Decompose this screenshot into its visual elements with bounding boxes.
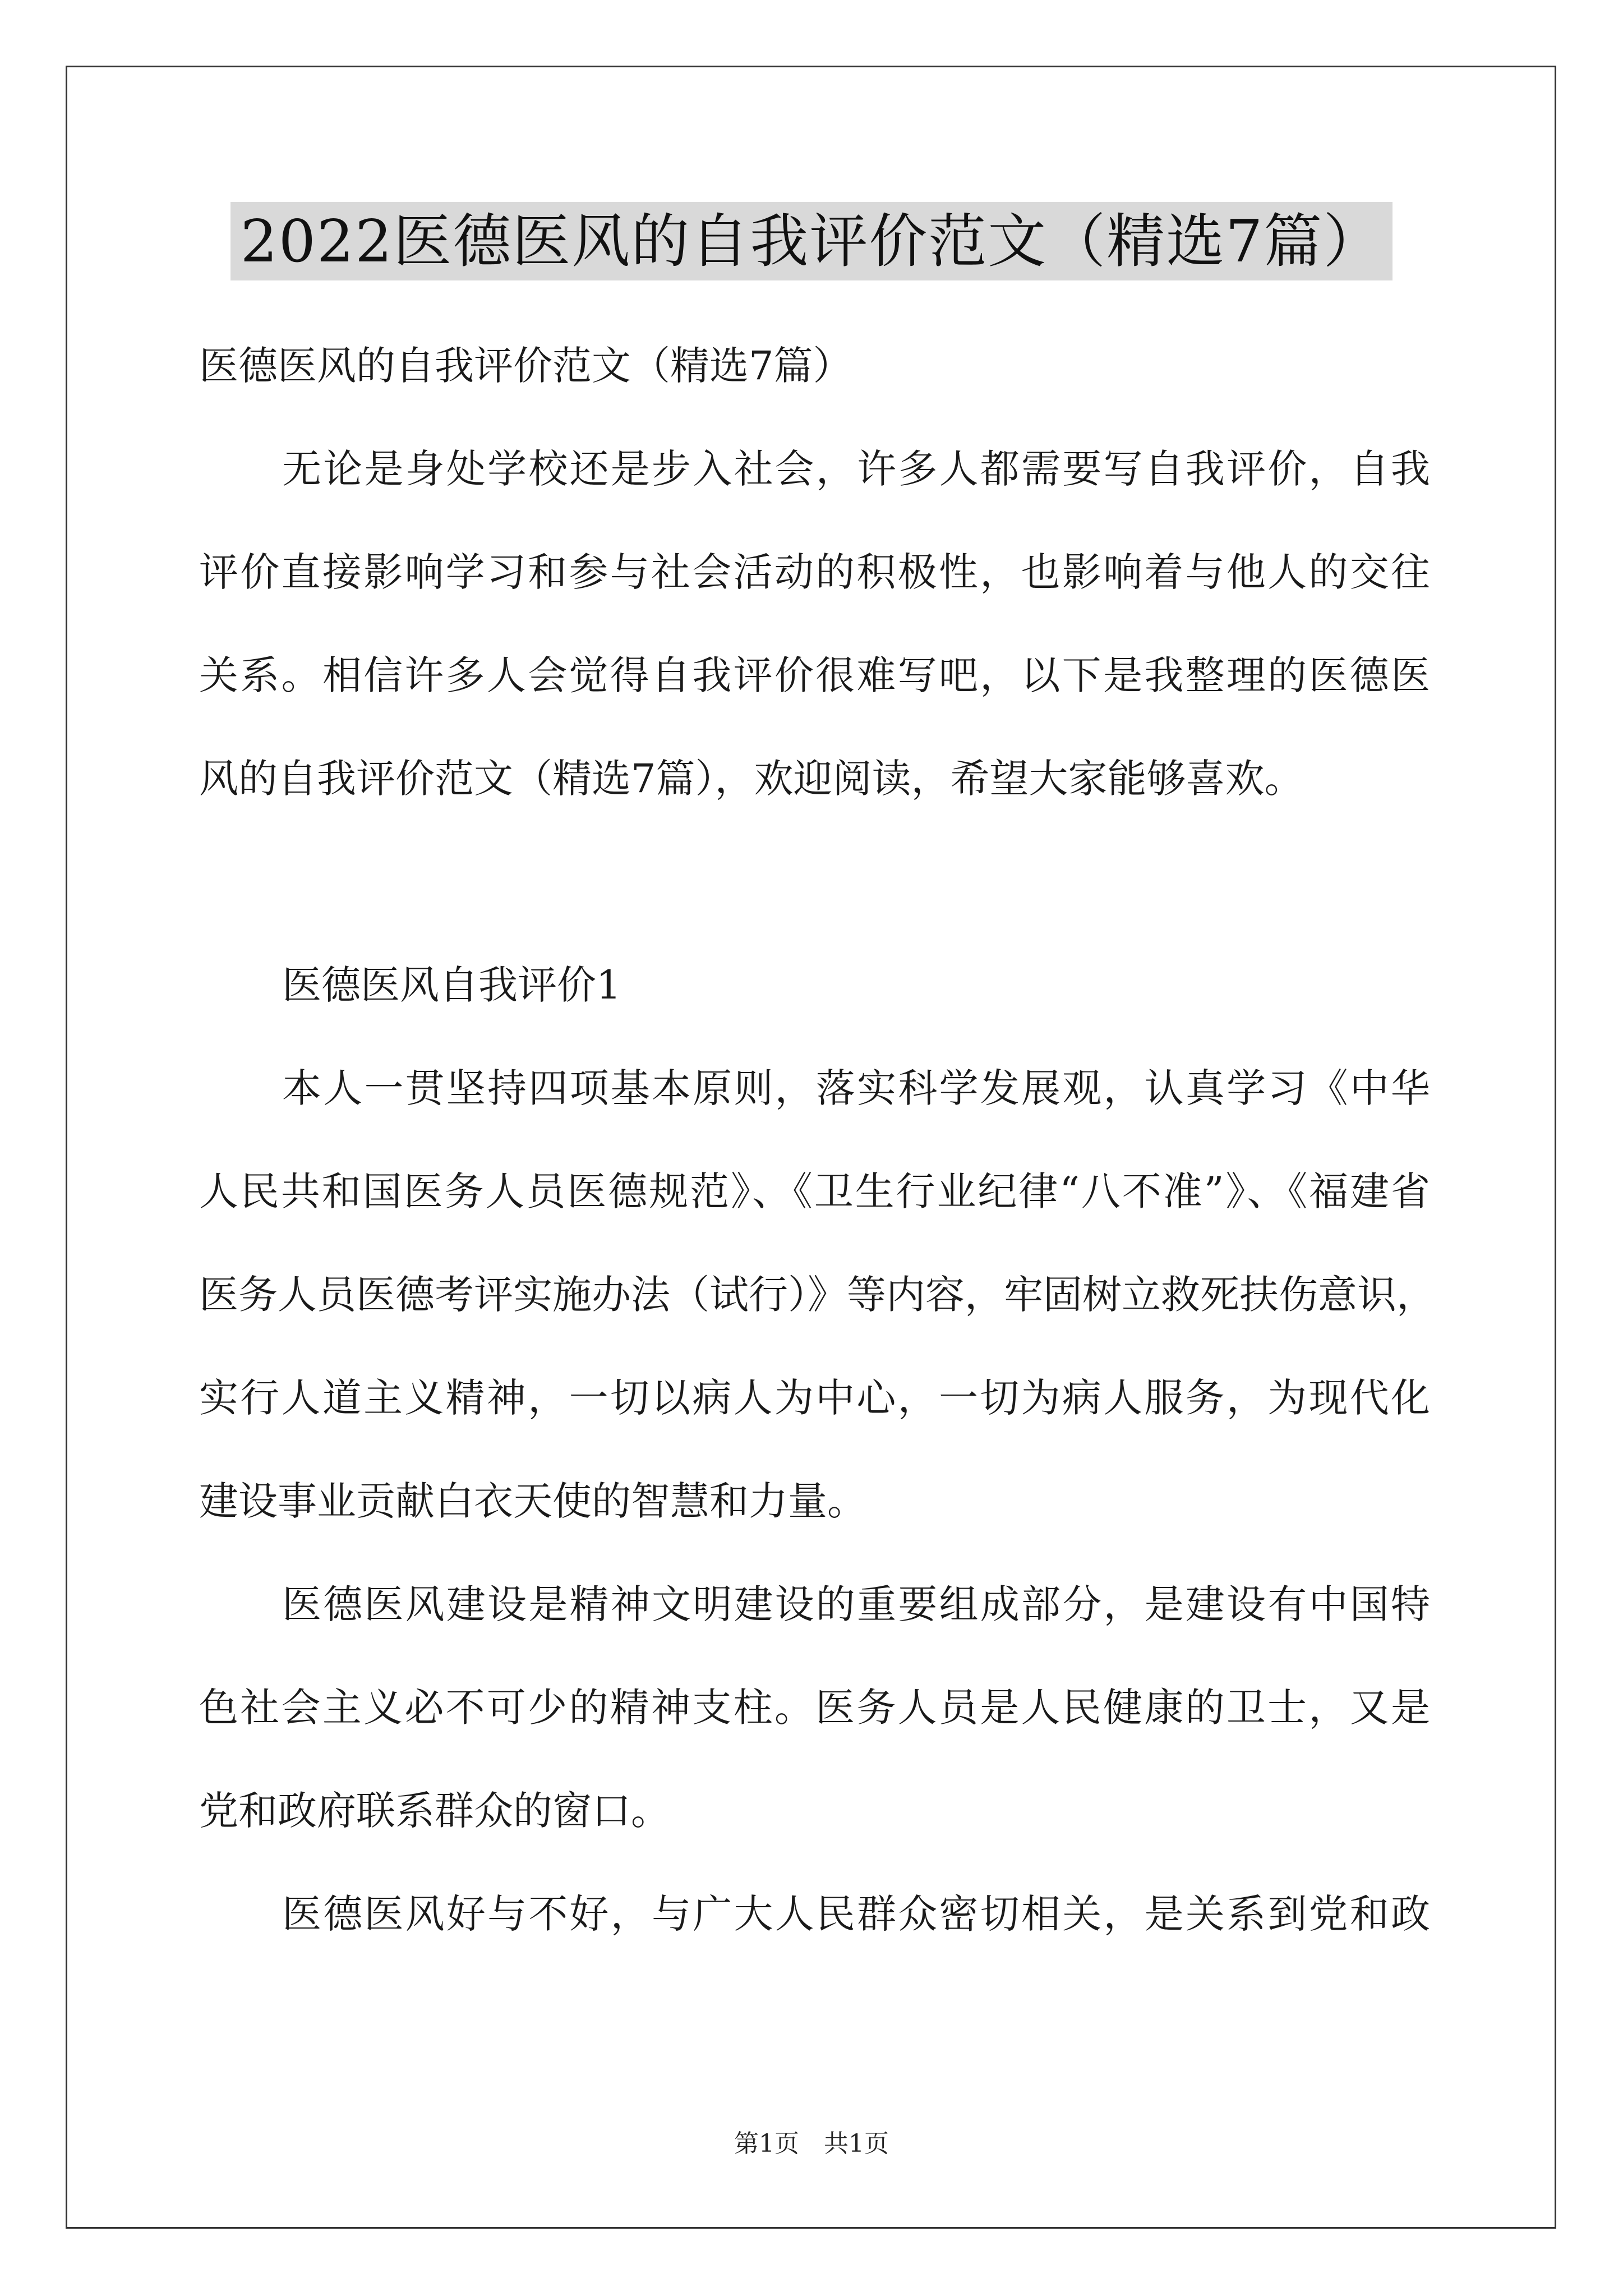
intro-line: 关系。相信许多人会觉得自我评价很难写吧，以下是我整理的医德医	[199, 652, 1430, 698]
intro-line: 风的自我评价范文（精选7篇），欢迎阅读，希望大家能够喜欢。	[199, 756, 1304, 802]
title-container	[0, 202, 1623, 280]
paragraph-line: 实行人道主义精神，一切以病人为中心，一切为病人服务，为现代化	[199, 1375, 1430, 1421]
paragraph-line: 党和政府联系群众的窗口。	[199, 1788, 670, 1834]
page-number: 第1页 共1页	[734, 2129, 889, 2158]
intro-line: 无论是身处学校还是步入社会，许多人都需要写自我评价，自我	[282, 446, 1430, 492]
subtitle: 医德医风的自我评价范文（精选7篇）	[199, 343, 852, 389]
document-body	[199, 314, 1436, 1966]
paragraph-line: 建设事业贡献白衣天使的智慧和力量。	[199, 1478, 866, 1524]
page-footer	[0, 2123, 1623, 2159]
page-title: 2022医德医风的自我评价范文（精选7篇）	[230, 202, 1393, 280]
section-heading: 医德医风自我评价1	[282, 962, 621, 1008]
intro-line: 评价直接影响学习和参与社会活动的积极性，也影响着与他人的交往	[199, 549, 1430, 595]
paragraph-line: 本人一贯坚持四项基本原则，落实科学发展观，认真学习《中华	[282, 1065, 1430, 1111]
paragraph-line: 色社会主义必不可少的精神支柱。医务人员是人民健康的卫士，又是	[199, 1685, 1430, 1731]
spacer	[199, 830, 1430, 933]
paragraph-line: 医德医风建设是精神文明建设的重要组成部分，是建设有中国特	[282, 1581, 1430, 1627]
paragraph-line: 医德医风好与不好，与广大人民群众密切相关，是关系到党和政	[282, 1891, 1430, 1937]
paragraph-line: 医务人员医德考评实施办法（试行）》等内容，牢固树立救死扶伤意识，	[199, 1272, 1436, 1318]
paragraph-line: 人民共和国医务人员医德规范》、《卫生行业纪律“八不准”》、《福建省	[199, 1168, 1430, 1214]
